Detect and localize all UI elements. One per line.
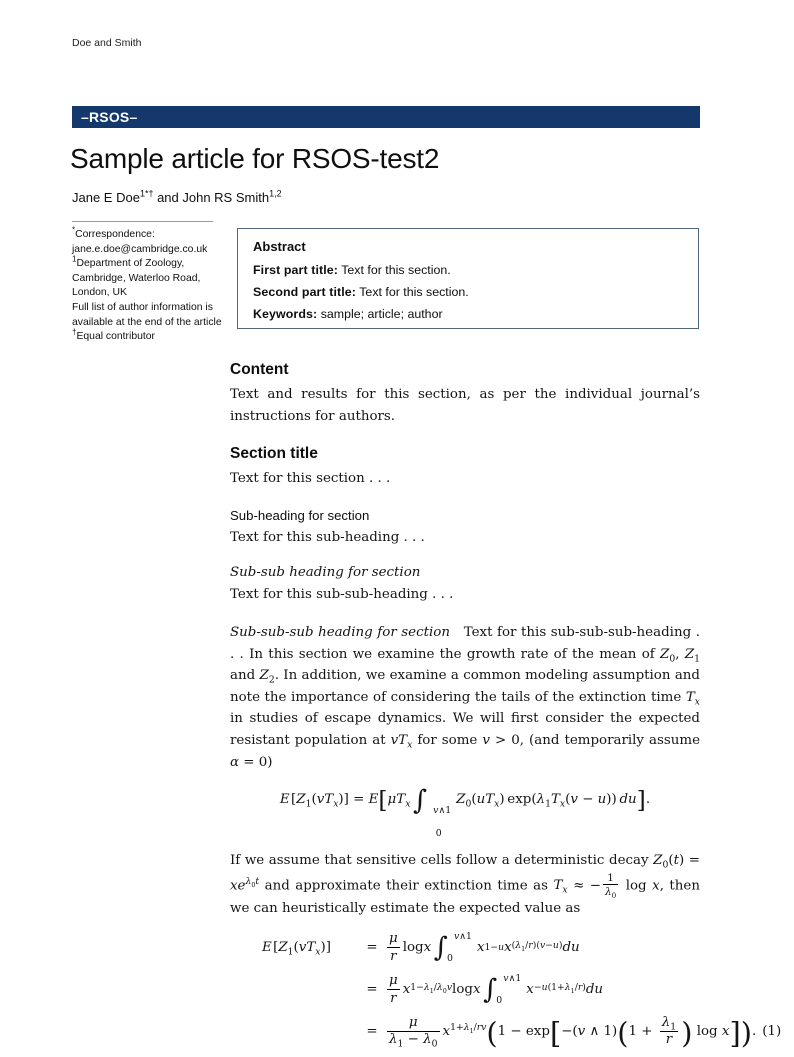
author-info-note-2: available at the end of the article (72, 316, 222, 328)
section-title-text: Text for this section . . . (230, 471, 391, 487)
abstract-keywords (253, 307, 683, 322)
subsubsub-paragraph: Sub-sub-sub heading for section Text for this sub-sub-sub-heading . . . In this section we examine the growth rate of the mean of $Z_0$, $Z_1$ and $Z_2$. In addition, we examine a common modeling assumption and note the importance of considering the tails of the extinction time $T_x$ in studies of escape dynamics. We will first consider the expected resistant population at $vT_x$ for some v > 0, (and temporarily assume α = 0) (230, 624, 701, 770)
equal-contributor-note: †Equal contributor (72, 327, 156, 343)
correspondence-label: *Correspondence: (72, 225, 155, 240)
abstract-heading: Abstract (253, 239, 306, 254)
authors-line: Jane E Doe$^{1*\dagger}$ and John RS Smith$^{1,2}$ (72, 188, 282, 205)
content-heading: Content (230, 361, 289, 378)
running-head: Doe and Smith (72, 37, 142, 49)
display-equation: E $[Z_1(vT_x)] = E[\mu T_x$ ∫ v∧1 0 $Z_0(uT_x) \exp(\lambda_1T_x(v - u))$ du]. (279, 785, 651, 839)
abstract-first-part (253, 263, 683, 278)
rsos-banner (72, 106, 700, 128)
equation-number: (1) (762, 1023, 782, 1039)
subheading-text: Text for this sub-heading . . . (230, 529, 425, 545)
subsubheading-text: Text for this sub-sub-heading . . . (230, 587, 454, 603)
aligned-equations (230, 930, 782, 1051)
equation-row (230, 973, 700, 1006)
equation-rhs (384, 1014, 782, 1051)
equals-sign: = (366, 1023, 378, 1039)
author-info-note-1: Full list of author information is (72, 301, 213, 313)
subsubheading: Sub-sub heading for section (230, 565, 421, 581)
correspondence-email: jane.e.doe@cambridge.co.uk (72, 243, 208, 255)
main-column (230, 360, 782, 1057)
content-paragraph: Text and results for this section, as per the individual journal’s instructions for authors. (230, 387, 700, 424)
affiliation-line-3: London, UK (72, 287, 127, 299)
abstract-first-part-label: First part title: (253, 263, 338, 277)
subheading: Sub-heading for section (230, 507, 370, 523)
abstract-box (237, 228, 699, 329)
abstract-second-part-text: Text for this section. (356, 285, 469, 299)
abstract-keywords-label: Keywords: (253, 307, 318, 321)
equation-lhs: E $[Z_1(vT_x)]$ (262, 940, 331, 958)
abstract-second-part-label: Second part title: (253, 285, 357, 299)
affiliation-line-2: Cambridge, Waterloo Road, (72, 272, 201, 284)
abstract-second-part (253, 285, 683, 300)
abstract-keywords-text: sample; article; author (317, 307, 443, 321)
abstract-first-part-text: Text for this section. (338, 263, 451, 277)
equals-sign: = (366, 981, 378, 997)
equals-sign: = (366, 940, 378, 956)
deterministic-decay-paragraph: If we assume that sensitive cells follow a deterministic decay $Z_0(t) = xe^{\lambda_0t}$ and approximate their extinction time as $T_x$ ≈ − $\frac{1}{\lambda_0}$ log x, then we can heuristically estimate the expected value as (230, 853, 701, 916)
affiliation-line-1: $^1$Department of Zoology, (72, 254, 185, 270)
equation-row (230, 1014, 782, 1051)
equation-rhs-expression: $\frac{\mu}{\lambda_1 - \lambda_0}$ $x^{1+\lambda_1/rv}(1 - \exp[-(v$ ∧ 1)(1 + $\frac{\lambda_1}{r}$ ) log x]). (389, 1014, 757, 1051)
equation-row (230, 931, 700, 964)
correspondence-sidebar (72, 221, 222, 345)
equation-rhs: $\frac{\mu}{r}$ log x ∫ v∧1 0 x 1−u x $(\lambda_1/r)(v-u)$ du (389, 930, 580, 965)
rsos-banner-label: –RSOS– (81, 109, 138, 125)
section-title-heading: Section title (230, 445, 318, 463)
article-title: Sample article for RSOS-test2 (70, 143, 440, 174)
equation-rhs: $\frac{\mu}{r}$ x $1-\lambda_1/\lambda_0v$ log x ∫ v∧1 0 x $-u(1+\lambda_1/r)$ du (389, 972, 604, 1007)
